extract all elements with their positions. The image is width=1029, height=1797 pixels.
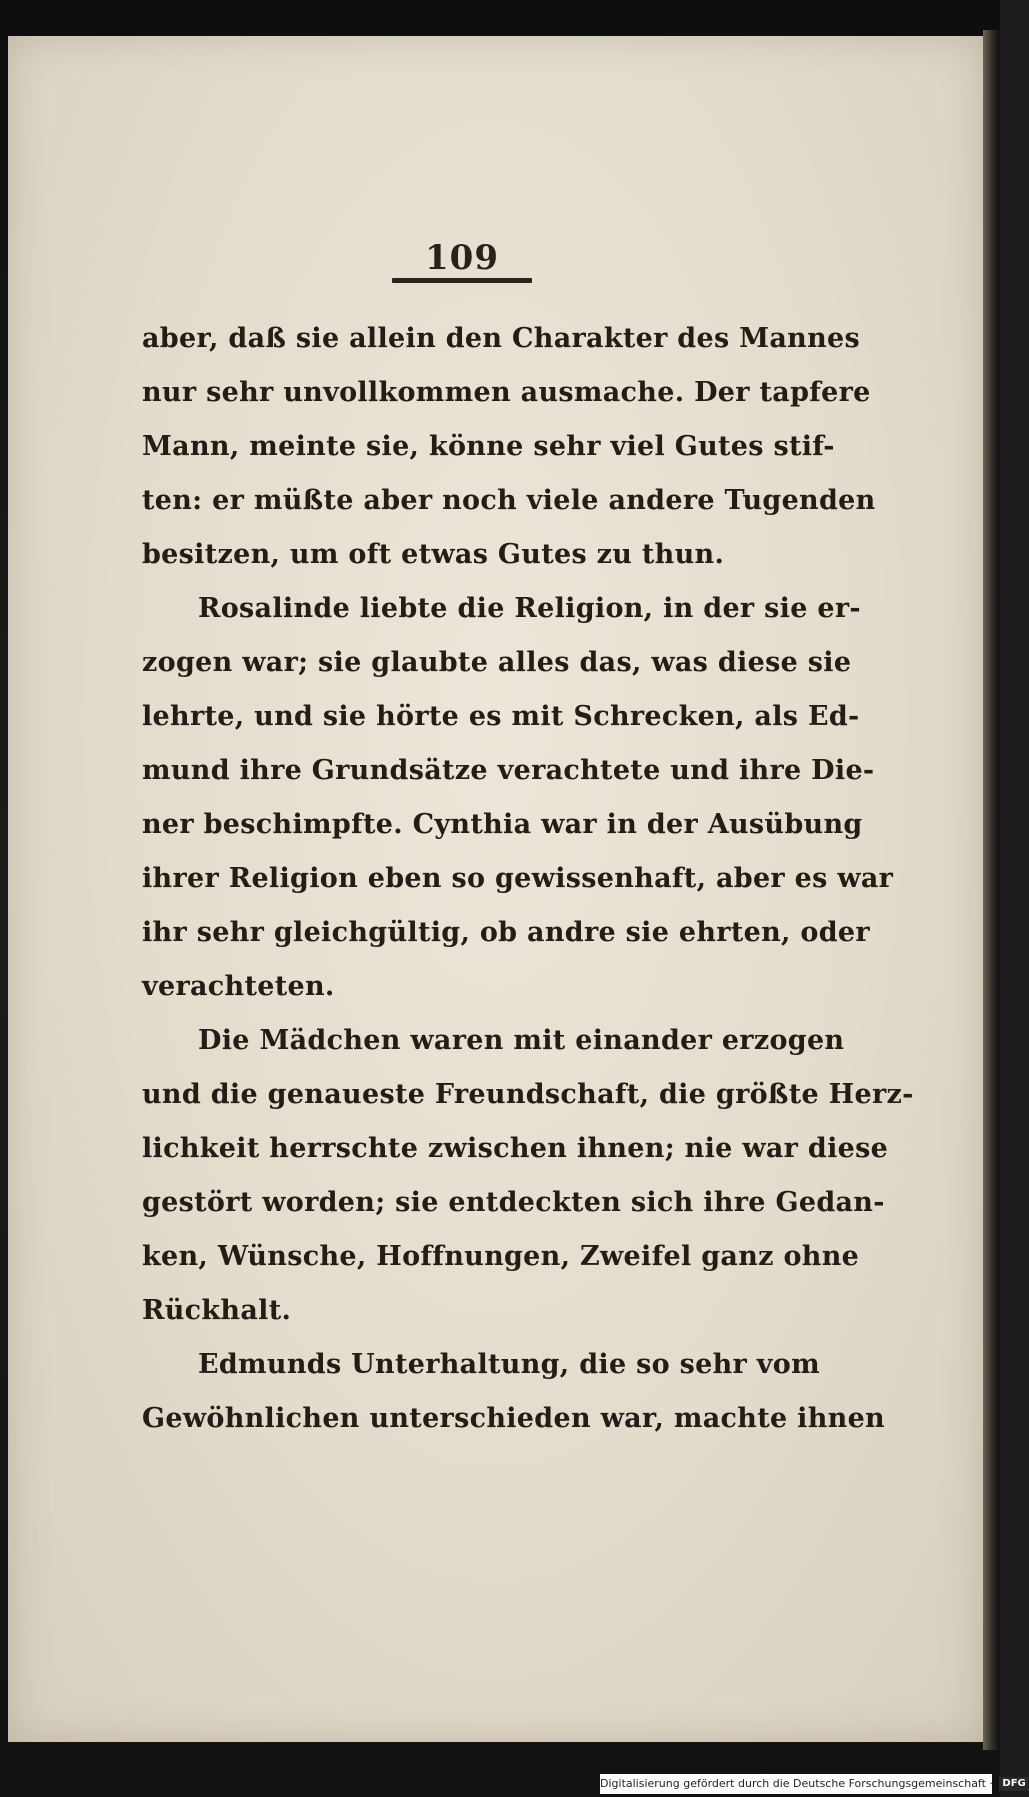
text-line: zogen war; sie glaubte alles das, was diese sie [142,647,852,678]
page-edge-shadow [983,30,1000,1750]
page-number-rule [392,278,532,283]
text-line: Die Mädchen waren mit einander erzogen [198,1025,845,1056]
text-line: gestört worden; sie entdeckten sich ihre Gedan- [142,1187,885,1218]
text-line: ihr sehr gleichgültig, ob andre sie ehrten, oder [142,917,870,948]
text-line: ihrer Religion eben so gewissenhaft, aber es war [142,863,894,894]
text-line: Edmunds Unterhaltung, die so sehr vom [198,1349,820,1380]
text-line: besitzen, um oft etwas Gutes zu thun. [142,539,725,570]
page-text [142,312,914,1446]
text-line: mund ihre Grundsätze verachtete und ihre Die- [142,755,875,786]
text-line: nur sehr unvollkommen ausmache. Der tapfere [142,377,871,408]
text-line: ner beschimpfte. Cynthia war in der Ausübung [142,809,863,840]
text-line: lehrte, und sie hörte es mit Schrecken, als Ed- [142,701,860,732]
digitization-credit-text: Digitalisierung gefördert durch die Deutsche Forschungsgemeinschaft · [600,1777,993,1790]
text-line: Mann, meinte sie, könne sehr viel Gutes stif- [142,431,835,462]
text-line: und die genaueste Freundschaft, die größte Herz- [142,1079,914,1110]
text-line: Rückhalt. [142,1295,292,1326]
text-line: ken, Wünsche, Hoffnungen, Zweifel ganz ohne [142,1241,860,1272]
page-number: 109 [425,238,499,278]
digitization-credit [600,1774,1026,1794]
text-line: verachteten. [142,971,335,1002]
text-line: aber, daß sie allein den Charakter des Mannes [142,323,860,354]
dfg-logo: DFG [999,1777,1028,1791]
text-line: ten: er müßte aber noch viele andere Tugenden [142,485,876,516]
text-line: lichkeit herrschte zwischen ihnen; nie war diese [142,1133,889,1164]
text-line: Rosalinde liebte die Religion, in der sie er- [198,593,861,624]
text-line: Gewöhnlichen unterschieden war, machte ihnen [142,1403,885,1434]
